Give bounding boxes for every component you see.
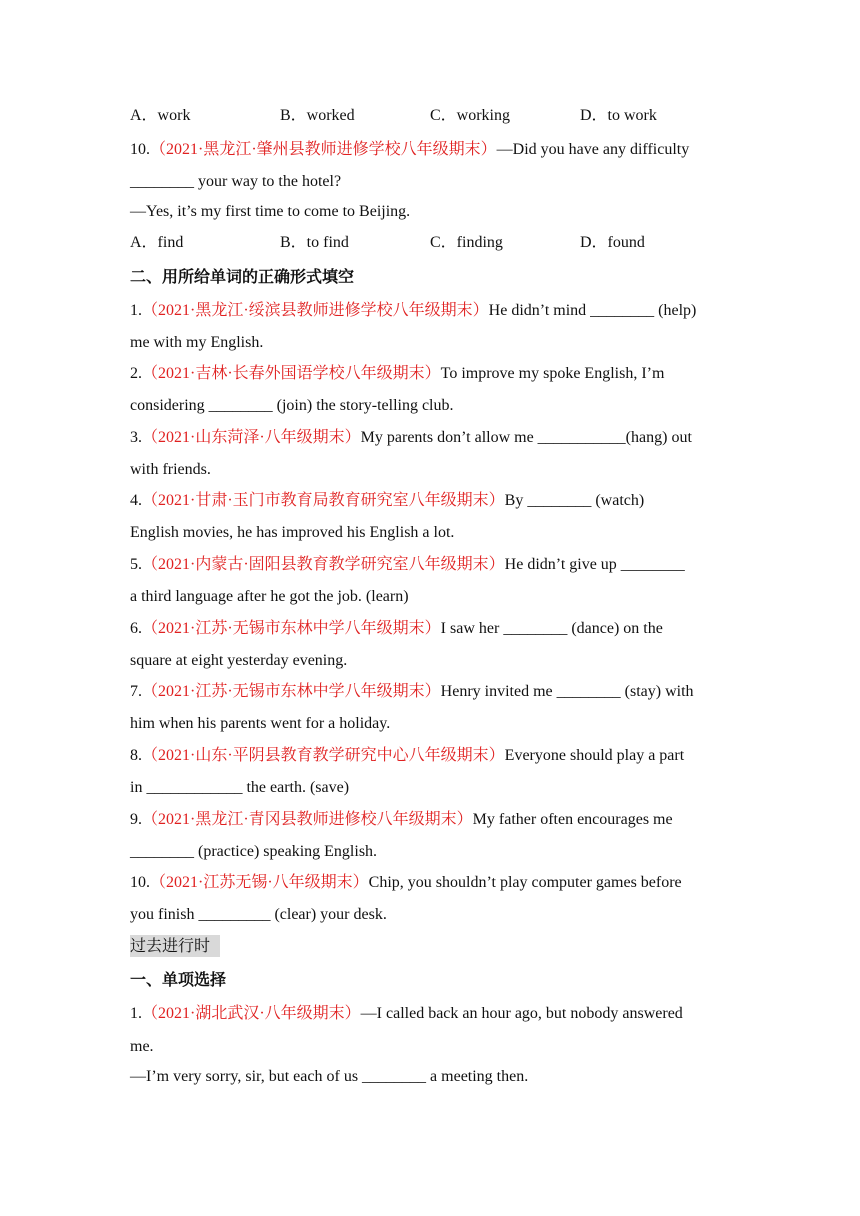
past-q1-line1	[130, 1004, 740, 1024]
fill-item-number: 3.	[130, 429, 142, 446]
q9-option-d: D．to work	[580, 107, 657, 124]
fill-item-9-line1	[130, 810, 740, 830]
q9-option-a: A．work	[130, 107, 191, 124]
fill-item-2-line2: considering ________ (join) the story-telling club.	[130, 397, 454, 414]
q10-number: 10.	[130, 141, 150, 158]
fill-item-4-line2: English movies, he has improved his English a lot.	[130, 524, 455, 541]
q9-option-b: B．worked	[280, 107, 355, 124]
past-q1-line3: —I’m very sorry, sir, but each of us ________ a meeting then.	[130, 1068, 529, 1085]
fill-item-source: （2021·山东菏泽·八年级期末）	[142, 429, 361, 446]
fill-item-text: By ________ (watch)	[504, 492, 645, 509]
fill-item-text: He didn’t give up ________	[504, 556, 685, 573]
fill-item-text: I saw her ________ (dance) on the	[440, 620, 663, 637]
past-q1-source: （2021·湖北武汉·八年级期末）	[142, 1005, 361, 1022]
past-q1-text: —I called back an hour ago, but nobody answered	[360, 1005, 683, 1022]
fill-item-text: Everyone should play a part	[504, 747, 685, 764]
fill-item-source: （2021·江苏无锡·八年级期末）	[150, 874, 369, 891]
fill-item-source: （2021·黑龙江·青冈县教师进修校八年级期末）	[142, 811, 473, 828]
fill-item-text: Chip, you shouldn’t play computer games before	[368, 874, 682, 891]
q10-line1	[130, 140, 740, 160]
fill-item-8-line1	[130, 746, 740, 766]
fill-item-number: 4.	[130, 492, 142, 509]
fill-item-6-line2: square at eight yesterday evening.	[130, 652, 348, 669]
fill-item-text: My father often encourages me	[472, 811, 673, 828]
fill-item-5-line1	[130, 555, 740, 575]
q10-line3: —Yes, it’s my first time to come to Beijing.	[130, 203, 411, 220]
fill-item-number: 5.	[130, 556, 142, 573]
fill-item-1-line2: me with my English.	[130, 334, 264, 351]
fill-item-7-line2: him when his parents went for a holiday.	[130, 715, 391, 732]
fill-item-4-line1	[130, 491, 740, 511]
q10-text: —Did you have any difficulty	[496, 141, 690, 158]
q10-source: （2021·黑龙江·肇州县教师进修学校八年级期末）	[150, 141, 497, 158]
past-q1-number: 1.	[130, 1005, 142, 1022]
fill-item-5-line2: a third language after he got the job. (learn)	[130, 588, 409, 605]
section2-heading: 二、用所给单词的正确形式填空	[130, 267, 355, 286]
q10-option-a: A．find	[130, 234, 184, 251]
fill-item-number: 9.	[130, 811, 142, 828]
past-q1-line2: me.	[130, 1038, 154, 1055]
fill-item-text: Henry invited me ________ (stay) with	[440, 683, 694, 700]
fill-item-8-line2: in ____________ the earth. (save)	[130, 779, 350, 796]
fill-item-7-line1	[130, 682, 740, 702]
fill-item-source: （2021·江苏·无锡市东林中学八年级期末）	[142, 620, 441, 637]
fill-item-source: （2021·内蒙古·固阳县教育教学研究室八年级期末）	[142, 556, 505, 573]
fill-item-number: 2.	[130, 365, 142, 382]
fill-item-9-line2: ________ (practice) speaking English.	[130, 843, 378, 860]
fill-item-text: My parents don’t allow me ___________(hang) out	[360, 429, 692, 446]
q10-options	[130, 233, 740, 253]
fill-item-2-line1	[130, 364, 740, 384]
q9-options	[130, 106, 740, 126]
q10-option-b: B．to find	[280, 234, 349, 251]
q10-option-d: D．found	[580, 234, 645, 251]
fill-item-text: He didn’t mind ________ (help)	[488, 302, 697, 319]
fill-item-number: 10.	[130, 874, 150, 891]
fill-item-3-line2: with friends.	[130, 461, 211, 478]
fill-item-number: 1.	[130, 302, 142, 319]
fill-item-3-line1	[130, 428, 740, 448]
section1-heading: 一、单项选择	[130, 970, 227, 989]
fill-item-number: 6.	[130, 620, 142, 637]
fill-item-text: To improve my spoke English, I’m	[440, 365, 665, 382]
fill-item-1-line1	[130, 301, 740, 321]
fill-item-source: （2021·黑龙江·绥滨县教师进修学校八年级期末）	[142, 302, 489, 319]
q10-line2: ________ your way to the hotel?	[130, 173, 342, 190]
fill-item-number: 8.	[130, 747, 142, 764]
q10-option-c: C．finding	[430, 234, 503, 251]
fill-item-10-line2: you finish _________ (clear) your desk.	[130, 906, 387, 923]
fill-item-source: （2021·甘肃·玉门市教育局教育研究室八年级期末）	[142, 492, 505, 509]
fill-item-number: 7.	[130, 683, 142, 700]
fill-item-10-line1	[130, 873, 740, 893]
fill-item-source: （2021·吉林·长春外国语学校八年级期末）	[142, 365, 441, 382]
fill-item-6-line1	[130, 619, 740, 639]
fill-item-source: （2021·山东·平阴县教育教学研究中心八年级期末）	[142, 747, 505, 764]
q9-option-c: C．working	[430, 107, 511, 124]
section-tag-past-continuous: 过去进行时	[130, 935, 220, 957]
fill-item-source: （2021·江苏·无锡市东林中学八年级期末）	[142, 683, 441, 700]
